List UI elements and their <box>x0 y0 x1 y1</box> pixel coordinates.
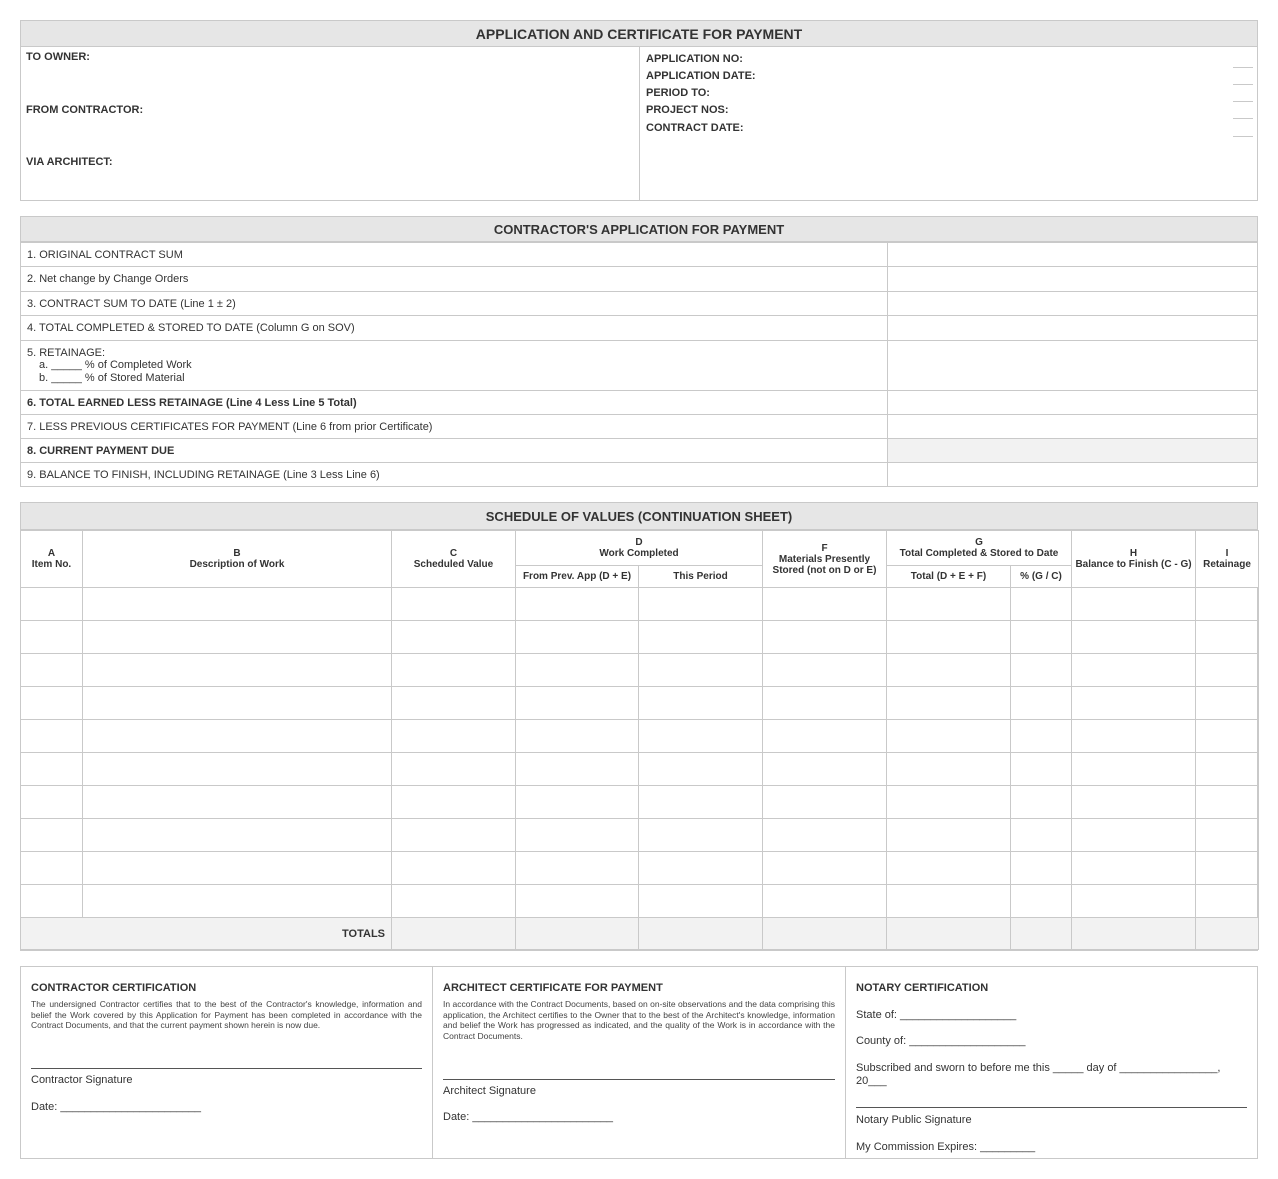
application-no-field[interactable] <box>1233 67 1253 68</box>
table-cell[interactable] <box>1011 786 1072 819</box>
totals-cell[interactable] <box>392 918 516 950</box>
table-cell[interactable] <box>83 621 392 654</box>
totals-label: TOTALS <box>21 918 392 950</box>
table-row <box>21 654 1259 687</box>
line-6-label: 6. TOTAL EARNED LESS RETAINAGE (Line 4 Less Line 5 Total) <box>27 397 357 409</box>
table-cell[interactable] <box>83 588 392 621</box>
application-date-field[interactable] <box>1233 84 1253 85</box>
table-cell[interactable] <box>887 654 1011 687</box>
line-7-label: 7. LESS PREVIOUS CERTIFICATES FOR PAYMENT (Line 6 from prior Certificate) <box>27 421 433 433</box>
col-g2-header: % (G / C) <box>1011 566 1072 588</box>
table-cell[interactable] <box>1072 885 1196 918</box>
table-cell[interactable] <box>1072 588 1196 621</box>
line-8-label: 8. CURRENT PAYMENT DUE <box>27 445 175 457</box>
table-cell[interactable] <box>763 588 887 621</box>
commission-expires-field[interactable]: My Commission Expires: _________ <box>856 1141 1036 1153</box>
table-cell[interactable] <box>1196 852 1259 885</box>
table-cell[interactable] <box>639 753 763 786</box>
table-cell[interactable] <box>1196 687 1259 720</box>
table-cell[interactable] <box>1011 819 1072 852</box>
line-6-row <box>21 390 1257 414</box>
line-5-row <box>21 340 1257 390</box>
table-cell[interactable] <box>639 588 763 621</box>
col-g1-header: Total (D + E + F) <box>887 566 1011 588</box>
sworn-text[interactable]: Subscribed and sworn to before me this _____ day of ________________, <box>856 1062 1221 1074</box>
table-cell[interactable] <box>83 885 392 918</box>
line-2-label: 2. Net change by Change Orders <box>27 273 189 285</box>
contractor-cert-text: The undersigned Contractor certifies that to the best of the Contractor's knowledge, information and belief the Work covered by this Application for Payment has been completed in accordance with the Contract Documents, and that the current payment shown herein is now due. <box>31 999 422 1030</box>
table-row <box>21 687 1259 720</box>
table-cell[interactable] <box>83 720 392 753</box>
state-field[interactable]: State of: ___________________ <box>856 1009 1017 1021</box>
table-cell[interactable] <box>392 852 516 885</box>
table-cell[interactable] <box>1072 654 1196 687</box>
table-cell[interactable] <box>516 852 639 885</box>
header-section <box>20 20 1258 201</box>
table-cell[interactable] <box>516 621 639 654</box>
table-cell[interactable] <box>887 687 1011 720</box>
form-title: APPLICATION AND CERTIFICATE FOR PAYMENT <box>21 21 1257 47</box>
architect-date-field[interactable]: Date: _______________________ <box>443 1111 614 1123</box>
table-cell[interactable] <box>516 588 639 621</box>
table-cell[interactable] <box>763 819 887 852</box>
table-cell[interactable] <box>392 621 516 654</box>
table-cell[interactable] <box>763 786 887 819</box>
totals-cell[interactable] <box>887 918 1011 950</box>
table-cell[interactable] <box>639 654 763 687</box>
line-2-row <box>21 266 1257 291</box>
notary-signature-line[interactable] <box>856 1107 1247 1108</box>
totals-row <box>21 918 1259 950</box>
line-7-row <box>21 414 1257 438</box>
table-cell[interactable] <box>1011 720 1072 753</box>
table-cell[interactable] <box>392 753 516 786</box>
table-cell[interactable] <box>1072 720 1196 753</box>
line-1-label: 1. ORIGINAL CONTRACT SUM <box>27 249 183 261</box>
table-cell[interactable] <box>763 621 887 654</box>
col-d-header: D Work Completed <box>516 531 763 566</box>
totals-cell[interactable] <box>516 918 639 950</box>
line-8-row <box>21 438 1257 462</box>
table-cell[interactable] <box>392 588 516 621</box>
contractor-date-field[interactable]: Date: _______________________ <box>31 1101 202 1113</box>
table-row <box>21 753 1259 786</box>
table-row <box>21 621 1259 654</box>
project-nos-field[interactable] <box>1233 118 1253 119</box>
contractor-certification <box>21 967 433 1158</box>
architect-signature-label: Architect Signature <box>443 1085 536 1097</box>
col-c-header: C Scheduled Value <box>392 531 516 588</box>
table-cell[interactable] <box>516 753 639 786</box>
table-row <box>21 588 1259 621</box>
contract-date-field[interactable] <box>1233 136 1253 137</box>
table-cell[interactable] <box>1072 621 1196 654</box>
table-row <box>21 786 1259 819</box>
table-cell[interactable] <box>21 786 83 819</box>
table-row <box>21 885 1259 918</box>
totals-cell[interactable] <box>763 918 887 950</box>
table-cell[interactable] <box>1011 588 1072 621</box>
table-cell[interactable] <box>516 687 639 720</box>
table-cell[interactable] <box>887 720 1011 753</box>
col-b-header: B Description of Work <box>83 531 392 588</box>
col-f-header: F Materials Presently Stored (not on D or E) <box>763 531 887 588</box>
table-cell[interactable] <box>516 885 639 918</box>
line-3-label: 3. CONTRACT SUM TO DATE (Line 1 ± 2) <box>27 298 236 310</box>
line-9-label: 9. BALANCE TO FINISH, INCLUDING RETAINAGE (Line 3 Less Line 6) <box>27 469 380 481</box>
table-cell[interactable] <box>83 654 392 687</box>
col-h-header: H Balance to Finish (C - G) <box>1072 531 1196 588</box>
table-cell[interactable] <box>1011 621 1072 654</box>
table-cell[interactable] <box>392 885 516 918</box>
table-cell[interactable] <box>763 720 887 753</box>
table-cell[interactable] <box>516 819 639 852</box>
line-5-label: 5. RETAINAGE: <box>27 347 106 359</box>
table-cell[interactable] <box>1072 786 1196 819</box>
table-cell[interactable] <box>1196 588 1259 621</box>
sov-table <box>20 530 1259 950</box>
line-4-row <box>21 315 1257 340</box>
table-cell[interactable] <box>639 621 763 654</box>
contractor-signature-label: Contractor Signature <box>31 1074 133 1086</box>
line-2-value[interactable] <box>887 267 1257 291</box>
table-cell[interactable] <box>1196 786 1259 819</box>
table-cell[interactable] <box>1072 852 1196 885</box>
table-cell[interactable] <box>83 852 392 885</box>
col-d1-header: From Prev. App (D + E) <box>516 566 639 588</box>
table-cell[interactable] <box>887 588 1011 621</box>
line-9-row <box>21 462 1257 486</box>
table-cell[interactable] <box>887 621 1011 654</box>
table-cell[interactable] <box>1196 753 1259 786</box>
line-4-label: 4. TOTAL COMPLETED & STORED TO DATE (Column G on SOV) <box>27 322 355 334</box>
contractor-cert-title: CONTRACTOR CERTIFICATION <box>31 982 197 994</box>
table-cell[interactable] <box>1196 885 1259 918</box>
line-3-value[interactable] <box>887 292 1257 315</box>
table-cell[interactable] <box>639 885 763 918</box>
application-title: CONTRACTOR'S APPLICATION FOR PAYMENT <box>21 217 1257 242</box>
sov-title: SCHEDULE OF VALUES (CONTINUATION SHEET) <box>21 503 1257 530</box>
table-row <box>21 852 1259 885</box>
table-cell[interactable] <box>1011 654 1072 687</box>
table-cell[interactable] <box>516 786 639 819</box>
table-cell[interactable] <box>83 819 392 852</box>
sworn-year[interactable]: 20___ <box>856 1075 887 1087</box>
table-cell[interactable] <box>21 753 83 786</box>
contractor-signature-line[interactable] <box>31 1068 422 1069</box>
table-cell[interactable] <box>516 720 639 753</box>
table-cell[interactable] <box>639 786 763 819</box>
line-3-row <box>21 291 1257 315</box>
line-9-value[interactable] <box>887 463 1257 486</box>
table-cell[interactable] <box>1011 852 1072 885</box>
table-cell[interactable] <box>83 786 392 819</box>
table-cell[interactable] <box>392 687 516 720</box>
table-cell[interactable] <box>1072 687 1196 720</box>
col-a-header: A Item No. <box>21 531 83 588</box>
line-5-value[interactable] <box>887 341 1257 390</box>
project-nos-label: PROJECT NOS: <box>646 104 729 116</box>
architect-cert-title: ARCHITECT CERTIFICATE FOR PAYMENT <box>443 982 663 994</box>
totals-cell[interactable] <box>639 918 763 950</box>
table-cell[interactable] <box>21 819 83 852</box>
totals-cell[interactable] <box>1196 918 1259 950</box>
sov-section <box>20 502 1258 951</box>
application-section <box>20 216 1258 487</box>
table-cell[interactable] <box>1196 819 1259 852</box>
county-field[interactable]: County of: ___________________ <box>856 1035 1026 1047</box>
table-cell[interactable] <box>83 687 392 720</box>
notary-cert-title: NOTARY CERTIFICATION <box>856 982 989 994</box>
table-cell[interactable] <box>21 852 83 885</box>
period-to-label: PERIOD TO: <box>646 87 710 99</box>
notary-signature-label: Notary Public Signature <box>856 1114 972 1126</box>
line-5a-label: a. _____ % of Completed Work <box>39 359 192 371</box>
table-cell[interactable] <box>763 885 887 918</box>
parties-panel <box>21 47 640 200</box>
totals-cell[interactable] <box>1072 918 1196 950</box>
line-1-row <box>21 242 1257 266</box>
line-1-value[interactable] <box>887 243 1257 266</box>
table-cell[interactable] <box>516 654 639 687</box>
table-cell[interactable] <box>1072 753 1196 786</box>
line-5b-label: b. _____ % of Stored Material <box>39 372 185 384</box>
table-cell[interactable] <box>392 720 516 753</box>
architect-certificate <box>433 967 846 1158</box>
table-cell[interactable] <box>639 852 763 885</box>
table-cell[interactable] <box>887 753 1011 786</box>
table-cell[interactable] <box>392 819 516 852</box>
col-g-header: G Total Completed & Stored to Date <box>887 531 1072 566</box>
table-cell[interactable] <box>763 687 887 720</box>
table-cell[interactable] <box>1196 621 1259 654</box>
to-owner-label: TO OWNER: <box>26 51 90 63</box>
col-d2-header: This Period <box>639 566 763 588</box>
totals-cell[interactable] <box>1011 918 1072 950</box>
table-cell[interactable] <box>392 654 516 687</box>
notary-certification <box>846 967 1257 1158</box>
contract-date-label: CONTRACT DATE: <box>646 122 744 134</box>
line-7-value[interactable] <box>887 415 1257 438</box>
table-cell[interactable] <box>21 687 83 720</box>
table-cell[interactable] <box>1011 687 1072 720</box>
table-cell[interactable] <box>21 588 83 621</box>
line-4-value[interactable] <box>887 316 1257 340</box>
line-8-value[interactable] <box>887 439 1257 462</box>
table-cell[interactable] <box>887 852 1011 885</box>
table-cell[interactable] <box>639 687 763 720</box>
table-cell[interactable] <box>1196 720 1259 753</box>
application-info-panel <box>641 47 1257 200</box>
table-cell[interactable] <box>763 852 887 885</box>
application-date-label: APPLICATION DATE: <box>646 70 756 82</box>
table-cell[interactable] <box>21 885 83 918</box>
table-cell[interactable] <box>392 786 516 819</box>
table-cell[interactable] <box>887 786 1011 819</box>
table-cell[interactable] <box>1072 819 1196 852</box>
table-cell[interactable] <box>83 753 392 786</box>
col-i-header: I Retainage <box>1196 531 1259 588</box>
via-architect-label: VIA ARCHITECT: <box>26 156 113 168</box>
certification-section <box>20 966 1258 1159</box>
period-to-field[interactable] <box>1233 101 1253 102</box>
table-cell[interactable] <box>887 885 1011 918</box>
table-cell[interactable] <box>1011 753 1072 786</box>
table-cell[interactable] <box>21 621 83 654</box>
table-cell[interactable] <box>887 819 1011 852</box>
table-cell[interactable] <box>1011 885 1072 918</box>
table-cell[interactable] <box>639 720 763 753</box>
table-cell[interactable] <box>639 819 763 852</box>
table-cell[interactable] <box>21 720 83 753</box>
table-cell[interactable] <box>1196 654 1259 687</box>
table-row <box>21 720 1259 753</box>
table-cell[interactable] <box>21 654 83 687</box>
line-6-value[interactable] <box>887 391 1257 414</box>
table-cell[interactable] <box>763 753 887 786</box>
architect-signature-line[interactable] <box>443 1079 835 1080</box>
from-contractor-label: FROM CONTRACTOR: <box>26 104 144 116</box>
table-row <box>21 819 1259 852</box>
application-no-label: APPLICATION NO: <box>646 53 743 65</box>
table-cell[interactable] <box>763 654 887 687</box>
architect-cert-text: In accordance with the Contract Documents, based on on-site observations and the data comprising this application, the Architect certifies to the Owner that to the best of the Architect's knowledge, information and belief the Work has progressed as indicated, and the quality of the Work is in accordance with the Contract Documents. <box>443 999 835 1041</box>
